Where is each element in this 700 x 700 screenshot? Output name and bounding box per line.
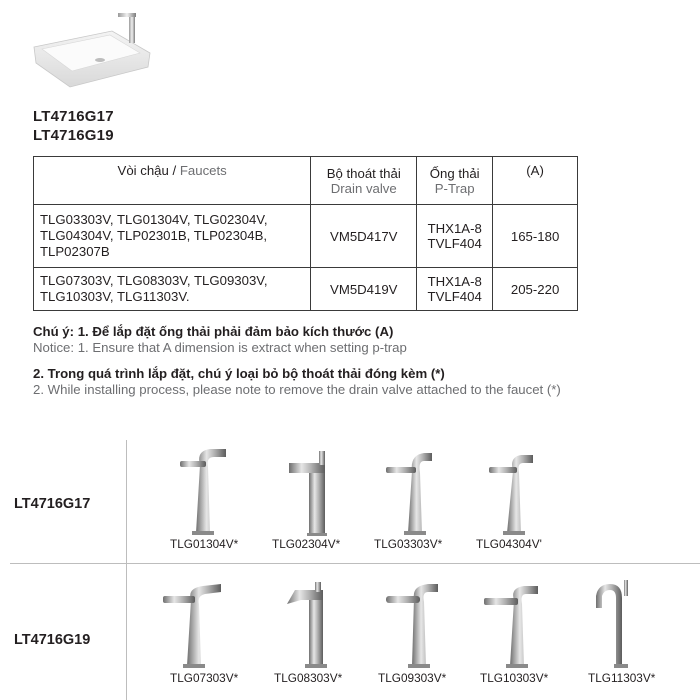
- faucet-caption-tlg02304v: TLG02304V*: [272, 537, 341, 551]
- faucet-caption-tlg03303v: TLG03303V*: [374, 537, 443, 551]
- basin-image: [30, 5, 152, 95]
- faucet-caption-tlg04304v: TLG04304V': [476, 537, 542, 551]
- faucet-image-tlg03303v: [372, 443, 452, 538]
- notice-1-vi: Chú ý: 1. Để lắp đặt ống thải phải đảm bảo kích thước (A): [33, 324, 394, 339]
- faucet-image-tlg11303v: [584, 574, 664, 669]
- series-label-g17: LT4716G17: [14, 496, 91, 512]
- notice-block-2: [33, 366, 561, 398]
- faucet-caption-tlg09303v: TLG09303V*: [378, 671, 447, 685]
- notice-2-en: 2. While installing process, please note to remove the drain valve attached to the faucet (*): [33, 382, 561, 397]
- header-drain-valve: Bộ thoát thải Drain valve: [311, 157, 417, 205]
- faucet-caption-tlg10303v: TLG10303V*: [480, 671, 549, 685]
- faucet-image-tlg10303v: [478, 574, 558, 669]
- table-header-row: [34, 157, 578, 205]
- faucet-image-tlg08303v: [273, 574, 353, 669]
- faucet-caption-tlg07303v: TLG07303V*: [170, 671, 239, 685]
- dimension-cell: 205-220: [493, 268, 578, 311]
- model-title-g19: LT4716G19: [33, 127, 114, 144]
- faucet-caption-tlg08303v: TLG08303V*: [274, 671, 343, 685]
- faucet-image-tlg07303v: [155, 574, 235, 669]
- drain-valve-cell: VM5D419V: [311, 268, 417, 311]
- notice-1-en: Notice: 1. Ensure that A dimension is extract when setting p-trap: [33, 340, 407, 355]
- spec-table: [33, 156, 578, 311]
- gallery-vertical-divider: [126, 440, 127, 700]
- header-ptrap: Ống thải P-Trap: [417, 157, 493, 205]
- model-title-g17: LT4716G17: [33, 108, 114, 125]
- table-row: [34, 268, 578, 311]
- faucet-codes-cell: TLG07303V, TLG08303V, TLG09303V, TLG10303V, TLG11303V.: [34, 268, 311, 311]
- faucet-image-tlg01304v: [166, 443, 246, 538]
- header-dimension: (A): [493, 157, 578, 205]
- faucet-image-tlg09303v: [376, 574, 456, 669]
- header-faucets: Vòi chậu / Faucets: [34, 157, 311, 205]
- series-label-g19: LT4716G19: [14, 632, 91, 648]
- table-row: [34, 205, 578, 268]
- gallery-horizontal-divider: [10, 563, 700, 564]
- dimension-cell: 165-180: [493, 205, 578, 268]
- faucet-caption-tlg11303v: TLG11303V*: [588, 671, 656, 685]
- faucet-image-tlg02304v: [271, 443, 351, 538]
- faucet-caption-tlg01304v: TLG01304V*: [170, 537, 239, 551]
- faucet-codes-cell: TLG03303V, TLG01304V, TLG02304V, TLG04304V, TLP02301B, TLP02304B, TLP02307B: [34, 205, 311, 268]
- ptrap-cell: THX1A-8 TVLF404: [417, 205, 493, 268]
- ptrap-cell: THX1A-8 TVLF404: [417, 268, 493, 311]
- faucet-image-tlg04304v: [475, 443, 555, 538]
- notice-2-vi: 2. Trong quá trình lắp đặt, chú ý loại bỏ bộ thoát thải đóng kèm (*): [33, 366, 445, 381]
- notice-block-1: [33, 324, 407, 356]
- drain-valve-cell: VM5D417V: [311, 205, 417, 268]
